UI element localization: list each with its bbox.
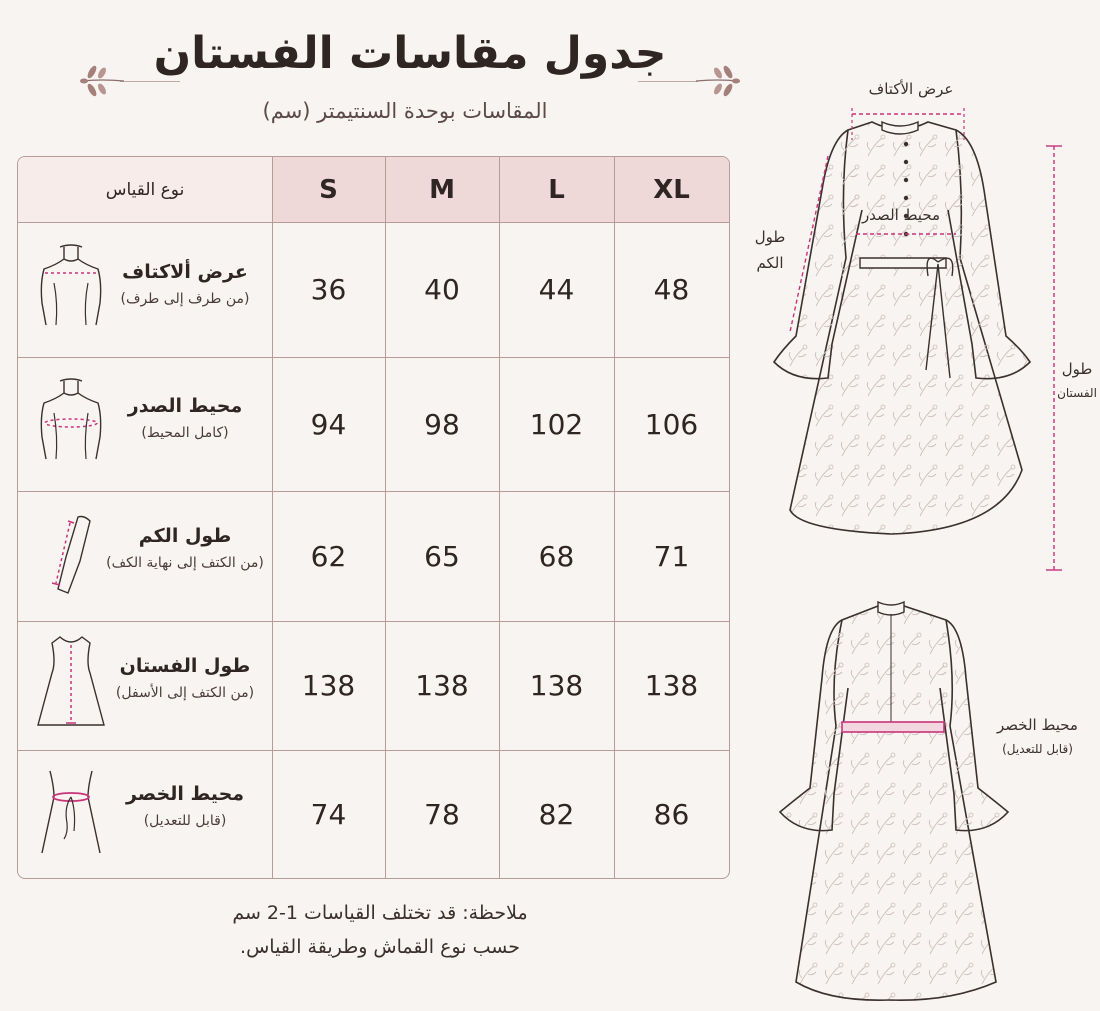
value-bust-m: 98 bbox=[424, 407, 460, 441]
value-bust-xl: 106 bbox=[644, 407, 699, 441]
row-title-shoulders: عرض ألاكتاف bbox=[122, 261, 248, 283]
value-shoulders-m: 40 bbox=[424, 273, 460, 306]
row-subtitle-bust: (كامل المحيط) bbox=[141, 425, 229, 441]
row-title-length: طول الفستان bbox=[119, 655, 251, 677]
front-shoulder-label: عرض الأكتاف bbox=[868, 80, 954, 98]
value-length-xl: 138 bbox=[644, 669, 699, 702]
value-bust-l: 102 bbox=[529, 407, 584, 441]
row-title-waist: محيط الخصر bbox=[125, 783, 245, 805]
leaf-sprig-left-icon bbox=[78, 58, 126, 104]
title-rule-right bbox=[638, 81, 698, 82]
value-shoulders-s: 36 bbox=[310, 273, 347, 306]
waist-icon bbox=[34, 767, 108, 857]
front-sleeve-label-1: طول bbox=[754, 228, 786, 246]
bust-icon bbox=[34, 377, 108, 463]
column-header-type: نوع القياس bbox=[105, 179, 185, 200]
shoulder-width-icon bbox=[34, 243, 108, 329]
value-waist-xl: 86 bbox=[653, 797, 690, 831]
sleeve-length-icon bbox=[34, 513, 108, 599]
row-label-sleeve bbox=[98, 525, 272, 571]
value-shoulders-xl: 48 bbox=[653, 273, 690, 306]
back-waist-label: محيط الخصر bbox=[997, 716, 1078, 734]
value-waist-l: 82 bbox=[538, 797, 575, 831]
row-subtitle-sleeve: (من الكتف إلى نهاية الكف) bbox=[106, 555, 264, 571]
value-bust-s: 94 bbox=[310, 407, 347, 441]
dress-front-illustration bbox=[760, 100, 1100, 590]
column-header-xl: XL bbox=[653, 174, 690, 205]
value-length-s: 138 bbox=[301, 669, 356, 702]
note-line-1: ملاحظة: قد تختلف القياسات 1-2 سم bbox=[232, 902, 528, 924]
back-waist-sublabel: (قابل للتعديل) bbox=[1002, 742, 1073, 756]
value-sleeve-m: 65 bbox=[424, 539, 460, 573]
page-subtitle: المقاسات بوحدة السنتيمتر (سم) bbox=[262, 99, 548, 123]
row-subtitle-length: (من الكتف إلى الأسفل) bbox=[115, 685, 255, 701]
front-length-label-2: الفستان bbox=[1057, 386, 1097, 400]
dress-length-icon bbox=[34, 633, 108, 733]
row-label-bust bbox=[98, 395, 272, 441]
leaf-sprig-right-icon bbox=[694, 58, 742, 104]
row-label-shoulders bbox=[98, 261, 272, 307]
value-length-l: 138 bbox=[529, 669, 584, 702]
size-chart-table bbox=[17, 156, 730, 879]
column-header-l: L bbox=[548, 174, 565, 205]
row-title-sleeve: طول الكم bbox=[138, 525, 232, 547]
value-shoulders-l: 44 bbox=[538, 273, 575, 306]
front-sleeve-label-2: الكم bbox=[756, 254, 784, 272]
front-bust-label: محيط الصدر bbox=[861, 206, 941, 224]
value-sleeve-s: 62 bbox=[310, 539, 347, 573]
row-label-waist bbox=[98, 783, 272, 829]
row-subtitle-shoulders: (من طرف إلى طرف) bbox=[120, 291, 250, 307]
note-line-2: حسب نوع القماش وطريقة القياس. bbox=[240, 936, 520, 958]
row-subtitle-waist: (قابل للتعديل) bbox=[143, 813, 227, 829]
column-header-s: S bbox=[319, 174, 338, 205]
column-header-m: M bbox=[429, 174, 455, 205]
value-sleeve-xl: 71 bbox=[653, 539, 690, 573]
value-waist-m: 78 bbox=[424, 797, 460, 831]
page-title: جدول مقاسات الفستان bbox=[153, 28, 667, 79]
value-length-m: 138 bbox=[415, 669, 469, 702]
value-sleeve-l: 68 bbox=[538, 539, 575, 573]
value-waist-s: 74 bbox=[310, 797, 347, 831]
row-title-bust: محيط الصدر bbox=[127, 395, 243, 417]
title-rule-left bbox=[120, 81, 180, 82]
front-length-label-1: طول bbox=[1061, 360, 1093, 378]
row-label-length bbox=[98, 655, 272, 701]
dress-back-illustration bbox=[770, 598, 1020, 1003]
